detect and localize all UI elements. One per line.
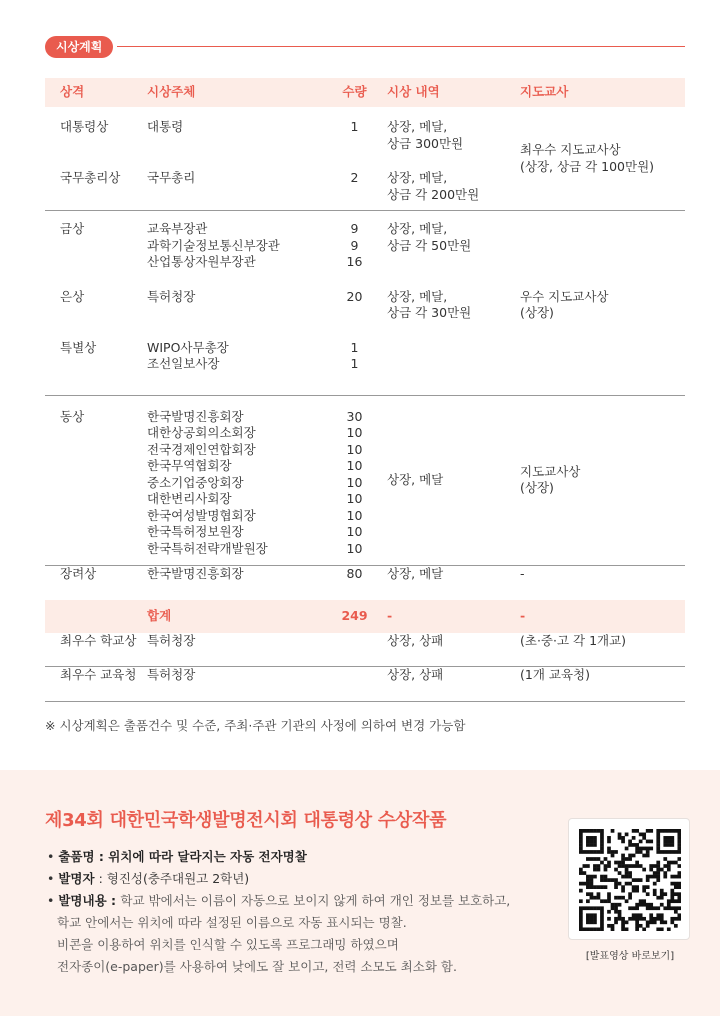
cell-org: 교육부장관 과학기술정보통신부장관 산업통상자원부장관: [147, 221, 280, 269]
info-content: • 발명내용 : 학교 밖에서는 이름이 자동으로 보이지 않게 하여 개인 정보를 보호하고,: [47, 893, 511, 908]
header-teacher: 지도교사: [520, 78, 685, 107]
qr-code-icon: [579, 829, 681, 931]
table-row: [45, 271, 685, 322]
cell-award: 대통령상: [60, 119, 109, 134]
info-inventor: • 발명자 : 형진성(충주대원고 2학년): [47, 871, 250, 886]
header-detail: 시상 내역: [387, 78, 520, 107]
section-label: 시상계획: [45, 36, 113, 58]
total-teacher: -: [520, 600, 685, 633]
cell-award: 은상: [60, 288, 85, 304]
award-table: [45, 78, 685, 702]
cell-org: 특허청장: [147, 288, 196, 304]
cell-org: 한국발명진흥회장 대한상공회의소회장 전국경제인연합회장 한국무역협회장 중소기업중앙회장 대한변리사회장 한국여성발명협회장 한국특허정보원장 한국특허전략개발원장: [147, 408, 268, 556]
cell-teacher: -: [520, 566, 525, 581]
cell-teacher: 최우수 지도교사상 (상장, 상금 각 100만원): [520, 142, 655, 174]
table-row: [45, 633, 685, 667]
header-qty: 수량: [322, 78, 387, 107]
cell-detail: 상장, 상패: [387, 667, 444, 682]
info-work: • 출품명 : 위치에 따라 달라지는 자동 전자명찰: [47, 849, 307, 864]
cell-detail: 상장, 메달: [387, 472, 444, 487]
featured-info: [47, 846, 547, 978]
table-row: [45, 395, 685, 566]
featured-title: 제34회 대한민국학생발명전시회 대통령상 수상작품: [45, 810, 447, 831]
cell-award: 금상: [60, 221, 85, 236]
table-row: [45, 667, 685, 702]
cell-award: 최우수 학교상: [60, 632, 137, 648]
cell-qty: 30 10 10 10 10 10 10 10 10: [346, 408, 363, 556]
cell-detail: 상장, 메달, 상금 각 50만원: [387, 221, 472, 253]
qr-caption[interactable]: [발표영상 바로보기]: [585, 951, 675, 962]
cell-award: 특별상: [60, 339, 97, 355]
cell-detail: 상장, 메달, 상금 각 30만원: [387, 288, 472, 320]
section-divider: [117, 46, 685, 47]
total-row: [45, 600, 685, 633]
info-content-line: 학교 안에서는 위치에 따라 설정된 이름으로 자동 표시되는 명찰.: [57, 915, 407, 930]
cell-org: 한국발명진흥회장: [147, 566, 244, 581]
cell-qty: 80: [346, 566, 363, 581]
table-header-row: [45, 78, 685, 107]
header-org: 시상주체: [147, 78, 322, 107]
cell-org: WIPO사무총장 조선일보사장: [147, 339, 229, 371]
cell-teacher: (1개 교육청): [520, 667, 590, 682]
footnote: ※ 시상계획은 출품건수 및 수준, 주최·주관 기관의 사정에 의하여 변경 가능함: [45, 718, 466, 733]
cell-org: 특허청장: [147, 667, 196, 682]
cell-detail: 상장, 메달, 상금 300만원: [387, 119, 464, 151]
cell-award: 국무총리상: [60, 170, 121, 185]
info-content-line: 전자종이(e-paper)를 사용하여 낮에도 잘 보이고, 전력 소모도 최소화 함.: [57, 959, 457, 974]
cell-detail: 상장, 메달, 상금 각 200만원: [387, 170, 480, 202]
total-qty: 249: [322, 600, 387, 633]
table-row: [45, 322, 685, 396]
total-label: 합계: [147, 600, 322, 633]
cell-qty: 1 1: [350, 339, 359, 371]
table-row: [45, 211, 685, 271]
cell-org: 국무총리: [147, 170, 196, 185]
qr-code-link[interactable]: [568, 818, 690, 940]
total-detail: -: [387, 600, 520, 633]
cell-detail: 상장, 메달: [387, 566, 444, 581]
cell-qty: 20: [346, 288, 363, 304]
section-header: [45, 36, 685, 58]
cell-qty: 1: [350, 119, 359, 134]
featured-panel: [0, 770, 720, 1016]
cell-qty: 2: [350, 170, 359, 185]
cell-qty: 9 9 16: [346, 221, 363, 269]
header-award: 상격: [45, 78, 147, 107]
cell-detail: 상장, 상패: [387, 632, 444, 648]
cell-org: 대통령: [147, 119, 184, 134]
cell-award: 동상: [60, 408, 85, 424]
cell-award: 최우수 교육청: [60, 667, 137, 682]
table-row: [45, 107, 685, 152]
table-row: [45, 566, 685, 600]
cell-teacher: 지도교사상 (상장): [520, 463, 581, 496]
cell-award: 장려상: [60, 566, 97, 581]
cell-org: 특허청장: [147, 632, 196, 648]
cell-teacher: (초·중·고 각 1개교): [520, 632, 627, 648]
info-content-line: 비콘을 이용하여 위치를 인식할 수 있도록 프로그래밍 하였으며: [57, 937, 399, 952]
cell-teacher: 우수 지도교사상 (상장): [520, 288, 609, 320]
